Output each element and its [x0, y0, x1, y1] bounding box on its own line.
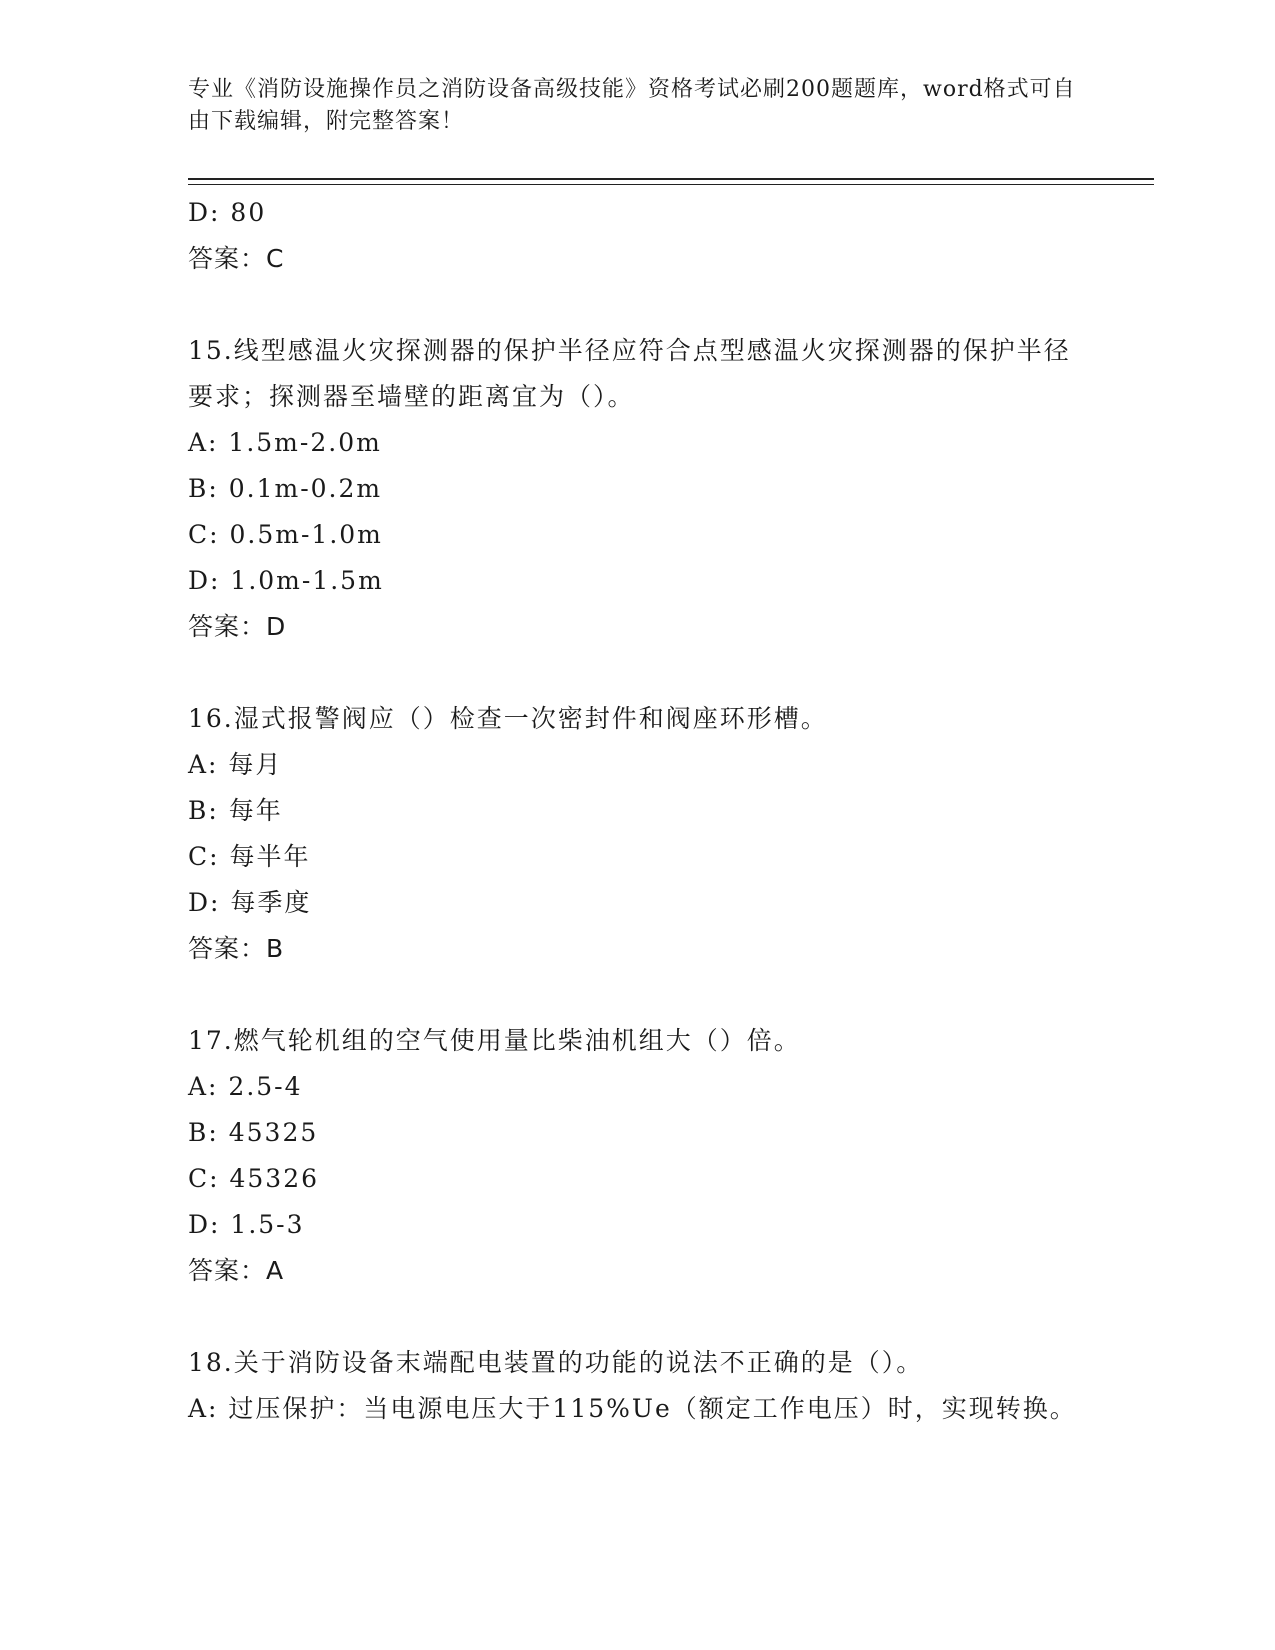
document-header: 专业《消防设施操作员之消防设备高级技能》资格考试必刷200题题库，word格式可自由下载编辑，附完整答案！ [188, 77, 1076, 134]
answer-line: 答案：C [188, 244, 285, 273]
answer-line: 答案：B [188, 934, 285, 963]
question-15 [188, 328, 1088, 650]
question-17 [188, 1018, 1088, 1294]
option-d: D: 1.0m-1.5m [188, 566, 384, 595]
option-c: C: 45326 [188, 1164, 320, 1193]
option-a: A: 1.5m-2.0m [188, 428, 382, 457]
option-b: B: 每年 [188, 796, 283, 825]
question-stem: 17.燃气轮机组的空气使用量比柴油机组大（）倍。 [188, 1026, 801, 1055]
option-c: C: 0.5m-1.0m [188, 520, 383, 549]
question-stem: 16.湿式报警阀应（）检查一次密封件和阀座环形槽。 [188, 704, 828, 733]
question-stem: 18.关于消防设备末端配电装置的功能的说法不正确的是（）。 [188, 1348, 924, 1377]
option-b: B: 45325 [188, 1118, 319, 1147]
option-c: C: 每半年 [188, 842, 311, 871]
document-body [188, 190, 1088, 1432]
option-d: D: 1.5-3 [188, 1210, 305, 1239]
answer-line: 答案：D [188, 612, 287, 641]
question-stem: 15.线型感温火灾探测器的保护半径应符合点型感温火灾探测器的保护半径要求；探测器至墙壁的距离宜为（）。 [188, 336, 1071, 411]
question-16 [188, 696, 1088, 972]
header-rule-thick [188, 178, 1154, 180]
option-d: D: 每季度 [188, 888, 312, 917]
option-a: A: 过压保护：当电源电压大于115%Ue（额定工作电压）时，实现转换。 [188, 1394, 1077, 1423]
answer-line: 答案：A [188, 1256, 285, 1285]
option-a: A: 2.5-4 [188, 1072, 303, 1101]
option-d: D: 80 [188, 198, 267, 227]
header-rule-thin [188, 184, 1154, 185]
question-18 [188, 1340, 1088, 1432]
option-b: B: 0.1m-0.2m [188, 474, 383, 503]
option-a: A: 每月 [188, 750, 283, 779]
